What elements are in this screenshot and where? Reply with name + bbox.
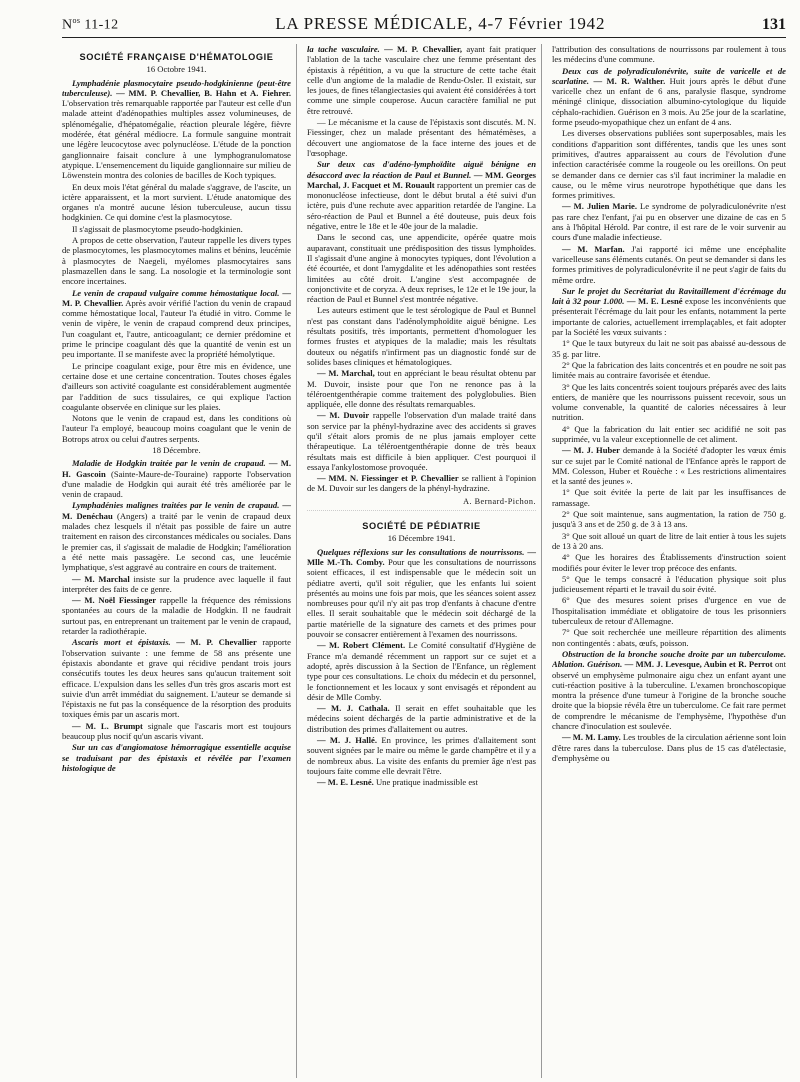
paragraph: l'attribution des consultations de nourrissons par roulement à tous les médecins d'une commune. bbox=[552, 44, 786, 65]
divider bbox=[307, 510, 536, 513]
paragraph: En deux mois l'état général du malade s'aggrave, de l'ascite, un ictère apparaissent, et la mort survient. L'étude anatomique des organes n'a montré aucune lésion tuberculeuse, aucun tissu hodgkinien. Ce qui domine c'est la plasmocytose. bbox=[62, 181, 291, 223]
page-number: 131 bbox=[761, 16, 786, 33]
list-item: 4° Que les horaires des Établissements d'instruction soient modifiés pour éviter le lever trop précoce des enfants. bbox=[552, 552, 786, 573]
list-item: 7° Que soit recherchée une meilleure répartition des aliments non contingentés : abats, œufs, poisson. bbox=[552, 627, 786, 648]
section-title: SOCIÉTÉ DE PÉDIATRIE bbox=[362, 521, 481, 532]
paragraph: — Le mécanisme et la cause de l'épistaxis sont discutés. M. N. Fiessinger, chez un malade présentant des hématémèses, a découvert une angiomatose de la face interne des joues et de l'œsophage. bbox=[307, 117, 536, 158]
paragraph: Obstruction de la bronche souche droite par un tuberculome. Ablation. Guérison. — MM. J. Levesque, Aubin et R. Perrot ont observé un emphysème pulmonaire aigu chez un enfant ayant une cuti-réaction positive à la tuberculine. L'examen bronchoscopique montra la présence d'une tumeur à l'origine de la bronche souche droite que la biopsie révéla être un tuberculome. Ce fait rare permet de comprendre le mécanisme de l'emphysème, l'hypothèse d'un chancre d'inoculation est soulevée. bbox=[552, 648, 786, 731]
paragraph: Ascaris mort et épistaxis. — M. P. Chevallier rapporte l'observation suivante : une femme de 58 ans présente une épistaxis abondante et grave qui récidive pendant trois jours consécutifs toutes les deux heures sans qu'aucun traitement soit efficace. L'expulsion dans les selles d'un très gros ascaris mort est suivie d'un arrêt immédiat du saignement. L'auteur se demande si l'épistaxis ne fut pas la conséquence de la résorption des produits toxiques émis par un ascaris mort. bbox=[62, 637, 291, 720]
paragraph: — M. E. Lesné. Une pratique inadmissible est bbox=[317, 777, 478, 788]
list-item: 6° Que des mesures soient prises d'urgence en vue de l'hospitalisation immédiate et obligatoire de tous les prisonniers tuberculeux de retour d'Allemagne. bbox=[552, 595, 786, 627]
list-item: 3° Que soit alloué un quart de litre de lait entier à tous les sujets de 13 à 20 ans. bbox=[552, 530, 786, 551]
paragraph: la tache vasculaire. — M. P. Chevallier, ayant fait pratiquer l'ablation de la tache vasculaire chez une femme présentant des épistaxis à répétition, a vu que la structure de cette tache était celle d'un angiome de la maladie de Rendu-Osler. Il existait, sur les joues, de fines télangiectasies qui avaient été considérées à tort comme une simple couperose. Aucun caractère familial ne put être retrouvé. bbox=[307, 44, 536, 116]
journal-title: LA PRESSE MÉDICALE, 4-7 Février 1942 bbox=[275, 14, 606, 33]
list-item: 2° Que la fabrication des laits concentrés et en poudre ne soit pas limitée mais au contraire favorisée et étendue. bbox=[552, 359, 786, 381]
paragraph: Il s'agissait de plasmocytome pseudo-hodgkinien. bbox=[72, 223, 243, 234]
paragraph: Sur deux cas d'adéno-lymphoïdite aiguë bénigne en désaccord avec la réaction de Paul et Bunnel. — MM. Georges Marchal, J. Facquet et M. Rouault rapportent un premier cas de mononucléose infectieuse, dont le début brutal a été suivi d'un ictère, puis d'une rechute avec apparition retardée de l'angine. La séro-réaction de Paul et Bunnel a été douteuse, puis deux fois négative, entre le 18e et le 40e jour de la maladie. bbox=[307, 159, 536, 232]
paragraph: — MM. N. Fiessinger et P. Chevallier se rallient à l'opinion de M. Duvoir sur les dangers de la phényl-hydrazine. bbox=[307, 473, 536, 494]
paragraph: Lymphadénie plasmocytaire pseudo-hodgkinienne (peut-être tuberculeuse). — MM. P. Chevallier, B. Hahn et A. Fiehrer. L'observation très remarquable rapportée par l'auteur est celle d'un malade atteint d'adénopathies multiples assez volumineuses, de splénomégalie, d'hépatomégalie, réaction pleurale légère, fièvre modérée, état général médiocre. La formule sanguine montrait une légère leucocytose avec polynucléose. L'étude de la ponction ganglionnaire faisait conclure à une lymphogranulomatose atypique. L'ensemencement du liquide ganglionnaire sur milieu de Löwenstein montra des colonies de bacilles de Koch typiques. bbox=[62, 77, 291, 181]
signature: A. Bernard-Pichon. bbox=[463, 496, 536, 506]
paragraph: Les diverses observations publiées sont superposables, mais les conditions d'apparition sont différentes, tandis que les unes sont primitives, d'autres apparaissent au cours de l'évolution d'une infection caractérisée comme la rougeole ou les oreillons. On peut se demander dans ce dernier cas s'il faut incriminer la maladie en cause, ou le même virus neurotrope hypothétique que dans les formes primitives. bbox=[552, 128, 786, 201]
paragraph: — M. Noël Fiessinger rappelle la fréquence des rémissions spontanées au cours de la maladie de Hodgkin. Il ne faudrait surtout pas, en entreprenant un traitement par le venin de crapaud, retarder la radiothérapie. bbox=[62, 595, 291, 637]
paragraph: Maladie de Hodgkin traitée par le venin de crapaud. — M. H. Gascoin (Sainte-Maure-de-Touraine) rapporte l'observation d'une maladie de Hodgkin qui aurait été très améliorée par le venin de crapaud. bbox=[62, 458, 291, 500]
paragraph: Sur le projet du Secrétariat du Ravitaillement d'écrémage du lait à 32 pour 1.000. — M. E. Lesné expose les inconvénients que présenterait l'écrémage du lait pour les enfants, notamment la perte importante de calories, actuellement irremplaçables, et fait adopter par la Société les vœux suivants : bbox=[552, 285, 786, 338]
paragraph: Quelques réflexions sur les consultations de nourrissons. — Mlle M.-Th. Comby. Pour que les consultations de nourrissons soient efficaces, il est indispensable que le médecin soit un pédiatre averti, qu'il soit régulier, que les enfants lui soient présentés au moins une fois par mois, que les séances soient assez nombreuses pour qu'il n'y ait pas trop d'enfants à chacune d'entre elles. Il serait souhaitable que le médecin soit déchargé de la partie matérielle de la signature des carnets et des primes pour pouvoir se consacrer entièrement à l'examen des nourrissons. bbox=[307, 546, 536, 640]
paragraph: Sur un cas d'angiomatose hémorragique essentielle acquise se traduisant par des épistaxis et révélée par l'examen histologique de bbox=[62, 742, 291, 773]
paragraph: — M. J. Huber demande à la Société d'adopter les vœux émis sur ce sujet par le Comité national de l'Enfance après le rapport de MM. Colesson, Huber et Rouèche : « Les restrictions alimentaires et la santé des jeunes ». bbox=[552, 445, 786, 487]
paragraph: — M. L. Brumpt signale que l'ascaris mort est toujours beaucoup plus nocif qu'un ascaris vivant. bbox=[62, 720, 291, 741]
list-item: 1° Que soit évitée la perte de lait par les insuffisances de ramassage. bbox=[552, 487, 786, 508]
section-date: 16 Octobre 1941. bbox=[146, 64, 207, 75]
paragraph: Lymphadénies malignes traitées par le venin de crapaud. — M. Denéchau (Angers) a traité par le venin de crapaud deux malades chez lesquels il n'était pas possible de faire un autre traitement en raison des circonstances médicales ou sociales. Dans le premier cas, il s'agissait de maladie de Hodgkin; l'amélioration a été nette mais passagère. Le second cas, une leucémie lymphatique, s'est aggravé au contraire en cours de traitement. bbox=[62, 500, 291, 573]
paragraph: — M. Marchal insiste sur la prudence avec laquelle il faut interpréter des faits de ce genre. bbox=[62, 573, 291, 594]
column-2 bbox=[307, 44, 542, 1078]
paragraph: — M. Julien Marie. Le syndrome de polyradiculonévrite n'est pas rare chez l'enfant, j'ai pu en observer une dizaine de cas en 5 ans à l'hôpital Hérold. Par contre, il est rare de le voir survenir au cours d'une maladie infectieuse. bbox=[552, 201, 786, 243]
paragraph: Deux cas de polyradiculonévrite, suite de varicelle et de scarlatine. — M. R. Walther. Huit jours après le début d'une varicelle chez un enfant de 6 ans, paralysie flasque, syndrome méningé clinique, dissociation albumino-cytologique du liquide céphalo-rachidien. Guérison en 3 mois. Au 25e jour de la scarlatine, forme pseudo-myopathique chez un enfant de 4 ans. bbox=[552, 65, 786, 128]
paragraph: — M. Robert Clément. Le Comité consultatif d'Hygiène de France m'a demandé récemment un rapport sur ce sujet et a adopté, après discussion à la Section de l'Enfance, un règlement type pour ces consultations. Le choix du médecin et du personnel, le fonctionnement et les locaux y sont envisagés et répondent au désir de Mlle Comby. bbox=[307, 640, 536, 702]
paragraph: Les auteurs estiment que le test sérologique de Paul et Bunnel n'est pas constant dans l'adénolymphoïdite aiguë bénigne. Les résultats positifs, très importants, permettent d'homologuer les formes frustes et atypiques de la maladie; mais les résultats douteux ou négatifs n'infirment pas un diagnostic fondé sur de solides bases cliniques et hématologiques. bbox=[307, 305, 536, 367]
paragraph: A propos de cette observation, l'auteur rappelle les divers types de plasmocytomes, les plasmocytomes malins et bénins, leucémie à plasmocytes de Naegeli, myélomes plasmocytaires sans plasmazellen dans le sang. La nosologie et la terminologie sont encore incertaines. bbox=[62, 235, 291, 287]
paragraph: — M. Duvoir rappelle l'observation d'un malade traité dans son service par la phényl-hydrazine avec des accidents si graves qu'il s'était alors promis de ne plus jamais employer cette thérapeutique. La téléroentgenthérapie donne de très beaux résultats mais est difficile à bien appliquer. C'est pourquoi il essaya l'ankylostomose provoquée. bbox=[307, 410, 536, 472]
article-columns bbox=[62, 44, 786, 1078]
sub-date: 18 Décembre. bbox=[152, 444, 201, 455]
list-item: 4° Que la fabrication du lait entier sec acidifié ne soit pas supprimée, vu la valeur exceptionnelle de cet aliment. bbox=[552, 423, 786, 444]
paragraph: — M. J. Cathala. Il serait en effet souhaitable que les médecins soient déchargés de la partie administrative et de la distribution des primes d'allaitement ou autres. bbox=[307, 703, 536, 734]
paragraph: — M. Marchal, tout en appréciant le beau résultat obtenu par M. Duvoir, insiste pour que l'on ne renonce pas à la téléroentgenthérapie comme traitement des polyglobulies. Bien appliquée, elle donne des résultats remarquables. bbox=[307, 368, 536, 410]
paragraph: Dans le second cas, une appendicite, opérée quatre mois auparavant, constituait une prédisposition des tissus lymphoïdes. Il s'agissait d'une angine à monocytes typiques, dont l'évolution a été écourtée, et dont l'amygdalite et les adénopathies sont restées limitées au côté droit. L'angine s'est accompagnée de conjonctivite et de coryza. A deux reprises, le 12e et le 19e jour, la réaction de Paul et Bunnel s'est montrée négative. bbox=[307, 232, 536, 305]
header-rule bbox=[62, 37, 786, 38]
column-1 bbox=[62, 44, 297, 1078]
issue-number: $N^{os}$ 11-12 bbox=[62, 16, 119, 33]
list-item: 3° Que les laits concentrés soient toujours préparés avec des laits entiers, de manière que les nourrissons puissent recevoir, sous un volume convenable, la quantité de calories nécessaires à leur nutrition. bbox=[552, 381, 786, 423]
paragraph: — M. J. Hallé. En province, les primes d'allaitement sont souvent signées par le maire ou même le garde champêtre et il y a de nombreux abus. La visite des enfants du premier âge n'est pas toujours faite comme elle devrait l'être. bbox=[307, 735, 536, 776]
section-title: SOCIÉTÉ FRANÇAISE D'HÉMATOLOGIE bbox=[79, 52, 274, 62]
list-item: 1° Que le taux butyreux du lait ne soit pas abaissé au-dessous de 35 g. par litre. bbox=[552, 338, 786, 359]
paragraph: Notons que le venin de crapaud est, dans les conditions où l'auteur l'a employé, beaucoup moins coagulant que le venin de Botrops atrox ou celui d'autres serpents. bbox=[62, 413, 291, 444]
list-item: 2° Que soit maintenue, sans augmentation, la ration de 750 g. jusqu'à 3 ans et de 250 g. de 3 à 13 ans. bbox=[552, 509, 786, 530]
paragraph: Le principe coagulant exige, pour être mis en évidence, une certaine dose et une certaine concentration. Toutes choses égales d'ailleurs son activité coagulante est considérablement augmentée par l'addition de sucs tissulaires, ce qui explique l'action coagulante observée en clinique sur les plaies. bbox=[62, 360, 291, 412]
paragraph: — M. M. Lamy. Les troubles de la circulation aérienne sont loin d'être rares dans la tuberculose. Dans plus de 15 cas d'atélectasie, d'emphysème ou bbox=[552, 732, 786, 763]
list-item: 5° Que le temps consacré à l'éducation physique soit plus judicieusement réparti et le travail du soir évité. bbox=[552, 573, 786, 595]
column-3 bbox=[552, 44, 786, 1078]
paragraph: — M. Marfan. J'ai rapporté ici même une encéphalite varicelleuse sans éléments cutanés. On peut se demander si dans les formes primitives de polyradiculonévrite il ne peut s'agir de faits du même ordre. bbox=[552, 243, 786, 285]
running-head bbox=[62, 14, 786, 36]
section-date: 16 Décembre 1941. bbox=[387, 533, 456, 544]
paragraph: Le venin de crapaud vulgaire comme hémostatique local. — M. P. Chevallier. Après avoir vérifié l'action du venin de crapaud comme hémostatique local, l'auteur l'a étudié in vitro. Comme le venin de vipère, le venin de crapaud comprend deux principes, l'un coagulant et, l'autre, anticoagulant; ce dernier prédomine et prime le principe coagulant dès que la quantité de venin est un peu importante. Il se manifeste avec la propriété hémolytique. bbox=[62, 287, 291, 360]
